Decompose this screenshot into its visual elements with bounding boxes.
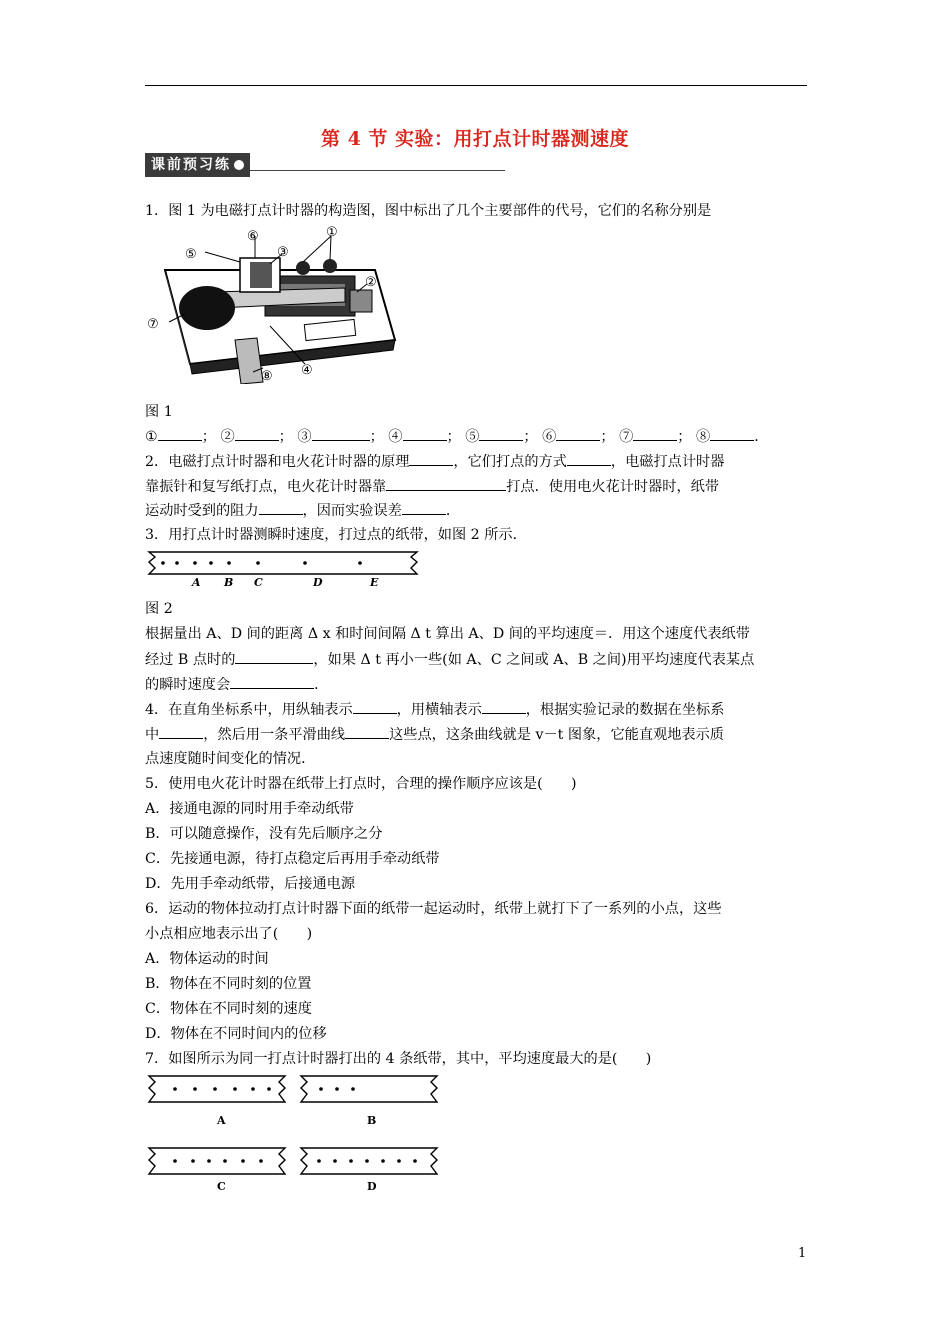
q6-option-b[interactable]: B．物体在不同时刻的位置 bbox=[145, 976, 312, 992]
timer-diagram bbox=[145, 222, 410, 384]
q5-option-d[interactable]: D．先用手牵动纸带，后接通电源 bbox=[145, 876, 356, 892]
tape-dots bbox=[161, 561, 362, 565]
tape-b[interactable] bbox=[301, 1076, 437, 1127]
q1-stem: 1．图 1 为电磁打点计时器的构造图，图中标出了几个主要部件的代号，它们的名称分别是 bbox=[145, 203, 712, 219]
section-label: 课前预习练 bbox=[151, 157, 231, 173]
q7-stem: 7．如图所示为同一打点计时器打出的 4 条纸带，其中，平均速度最大的是( ) bbox=[145, 1051, 652, 1067]
section-rule bbox=[250, 170, 505, 171]
q5-option-b[interactable]: B．可以随意操作，没有先后顺序之分 bbox=[145, 826, 383, 842]
tape-label-d: D bbox=[313, 576, 323, 588]
tape-c[interactable] bbox=[149, 1148, 285, 1193]
blank[interactable] bbox=[345, 724, 389, 739]
page-number: 1 bbox=[798, 1246, 807, 1261]
blank[interactable] bbox=[710, 426, 754, 441]
marker-4: ④ bbox=[301, 363, 313, 378]
tape-a[interactable] bbox=[149, 1076, 285, 1127]
q6-option-c[interactable]: C．物体在不同时刻的速度 bbox=[145, 1001, 312, 1017]
blank[interactable] bbox=[312, 426, 370, 441]
tape-label-b: B bbox=[224, 576, 234, 588]
blank[interactable] bbox=[386, 476, 506, 491]
marker-8: ⑧ bbox=[261, 369, 273, 384]
tape-label-e: E bbox=[370, 576, 379, 588]
q5-option-c[interactable]: C．先接通电源，待打点稳定后再用手牵动纸带 bbox=[145, 851, 440, 867]
q3-line-3: 经过 B 点时的 ，如果 Δ t 再小一些(如 A、C 之间或 A、B 之间)用平均速度代表某点 bbox=[145, 649, 754, 670]
q3-line-4: 的瞬时速度会 ． bbox=[145, 674, 328, 695]
marker-7: ⑦ bbox=[147, 317, 159, 332]
marker-2: ② bbox=[365, 275, 377, 290]
marker-5: ⑤ bbox=[185, 247, 197, 262]
figure-2-label: 图 2 bbox=[145, 601, 173, 617]
blank[interactable] bbox=[159, 724, 203, 739]
blank[interactable] bbox=[567, 451, 611, 466]
q6-stem-2: 小点相应地表示出了( ) bbox=[145, 926, 313, 942]
blank[interactable] bbox=[402, 500, 446, 515]
blank[interactable] bbox=[482, 699, 526, 714]
section-header bbox=[145, 153, 505, 177]
q5-stem: 5．使用电火花计时器在纸带上打点时，合理的操作顺序应该是( ) bbox=[145, 776, 577, 792]
section-tag bbox=[145, 153, 250, 177]
q2-line-3: 运动时受到的阻力 ，因而实验误差 ． bbox=[145, 500, 460, 521]
q2-line-1: 2．电磁打点计时器和电火花计时器的原理 ，它们打点的方式 ，电磁打点计时器 bbox=[145, 451, 724, 472]
q3-line-2: 根据量出 A、D 间的距离 Δ x 和时间间隔 Δ t 算出 A、D 间的平均速度＝．用这个速度代表纸带 bbox=[145, 626, 750, 642]
marker-6: ⑥ bbox=[247, 229, 259, 244]
figure-1-label: 图 1 bbox=[145, 404, 173, 420]
blank[interactable] bbox=[158, 426, 202, 441]
tape-a-label: A bbox=[217, 1114, 226, 1127]
marker-3: ③ bbox=[277, 245, 289, 260]
q6-option-a[interactable]: A．物体运动的时间 bbox=[145, 951, 269, 967]
blank[interactable] bbox=[409, 451, 453, 466]
tape-d[interactable] bbox=[301, 1148, 437, 1193]
bullet-icon bbox=[234, 160, 244, 170]
blank[interactable] bbox=[259, 500, 303, 515]
q4-line-3: 点速度随时间变化的情况． bbox=[145, 751, 316, 767]
blank[interactable] bbox=[479, 426, 523, 441]
header-rule bbox=[145, 85, 807, 86]
tape-label-a: A bbox=[192, 576, 201, 588]
tape-d-label: D bbox=[367, 1180, 377, 1193]
blank[interactable] bbox=[633, 426, 677, 441]
page-title: 第 4 节 实验：用打点计时器测速度 bbox=[320, 128, 630, 150]
q1-blanks: ① ； ② ； ③ ； ④ ； ⑤ ； ⑥ ； ⑦ ； ⑧ ． bbox=[145, 426, 768, 447]
marker-1: ① bbox=[326, 225, 338, 240]
q5-option-a[interactable]: A．接通电源的同时用手牵动纸带 bbox=[145, 801, 354, 817]
tapes-figure-q7 bbox=[145, 1074, 445, 1196]
blank[interactable] bbox=[353, 699, 397, 714]
q2-line-2: 靠振针和复写纸打点，电火花计时器靠 打点．使用电火花计时器时，纸带 bbox=[145, 476, 719, 497]
q6-option-d[interactable]: D．物体在不同时间内的位移 bbox=[145, 1026, 327, 1042]
tape-b-label: B bbox=[367, 1114, 377, 1127]
blank[interactable] bbox=[235, 649, 313, 664]
blank[interactable] bbox=[235, 426, 279, 441]
blank[interactable] bbox=[556, 426, 600, 441]
blank[interactable] bbox=[403, 426, 447, 441]
q3-stem: 3．用打点计时器测瞬时速度，打过点的纸带，如图 2 所示． bbox=[145, 527, 527, 543]
blank[interactable] bbox=[230, 674, 314, 689]
tape-label-c: C bbox=[254, 576, 263, 588]
q4-line-2: 中 ，然后用一条平滑曲线 这些点，这条曲线就是 v－t 图象，它能直观地表示质 bbox=[145, 724, 724, 745]
q4-line-1: 4．在直角坐标系中，用纵轴表示 ，用横轴表示 ，根据实验记录的数据在坐标系 bbox=[145, 699, 724, 720]
tape-c-label: C bbox=[217, 1180, 226, 1193]
tape-figure-2 bbox=[145, 550, 425, 588]
q6-stem-1: 6．运动的物体拉动打点计时器下面的纸带一起运动时，纸带上就打下了一系列的小点，这些 bbox=[145, 901, 722, 917]
